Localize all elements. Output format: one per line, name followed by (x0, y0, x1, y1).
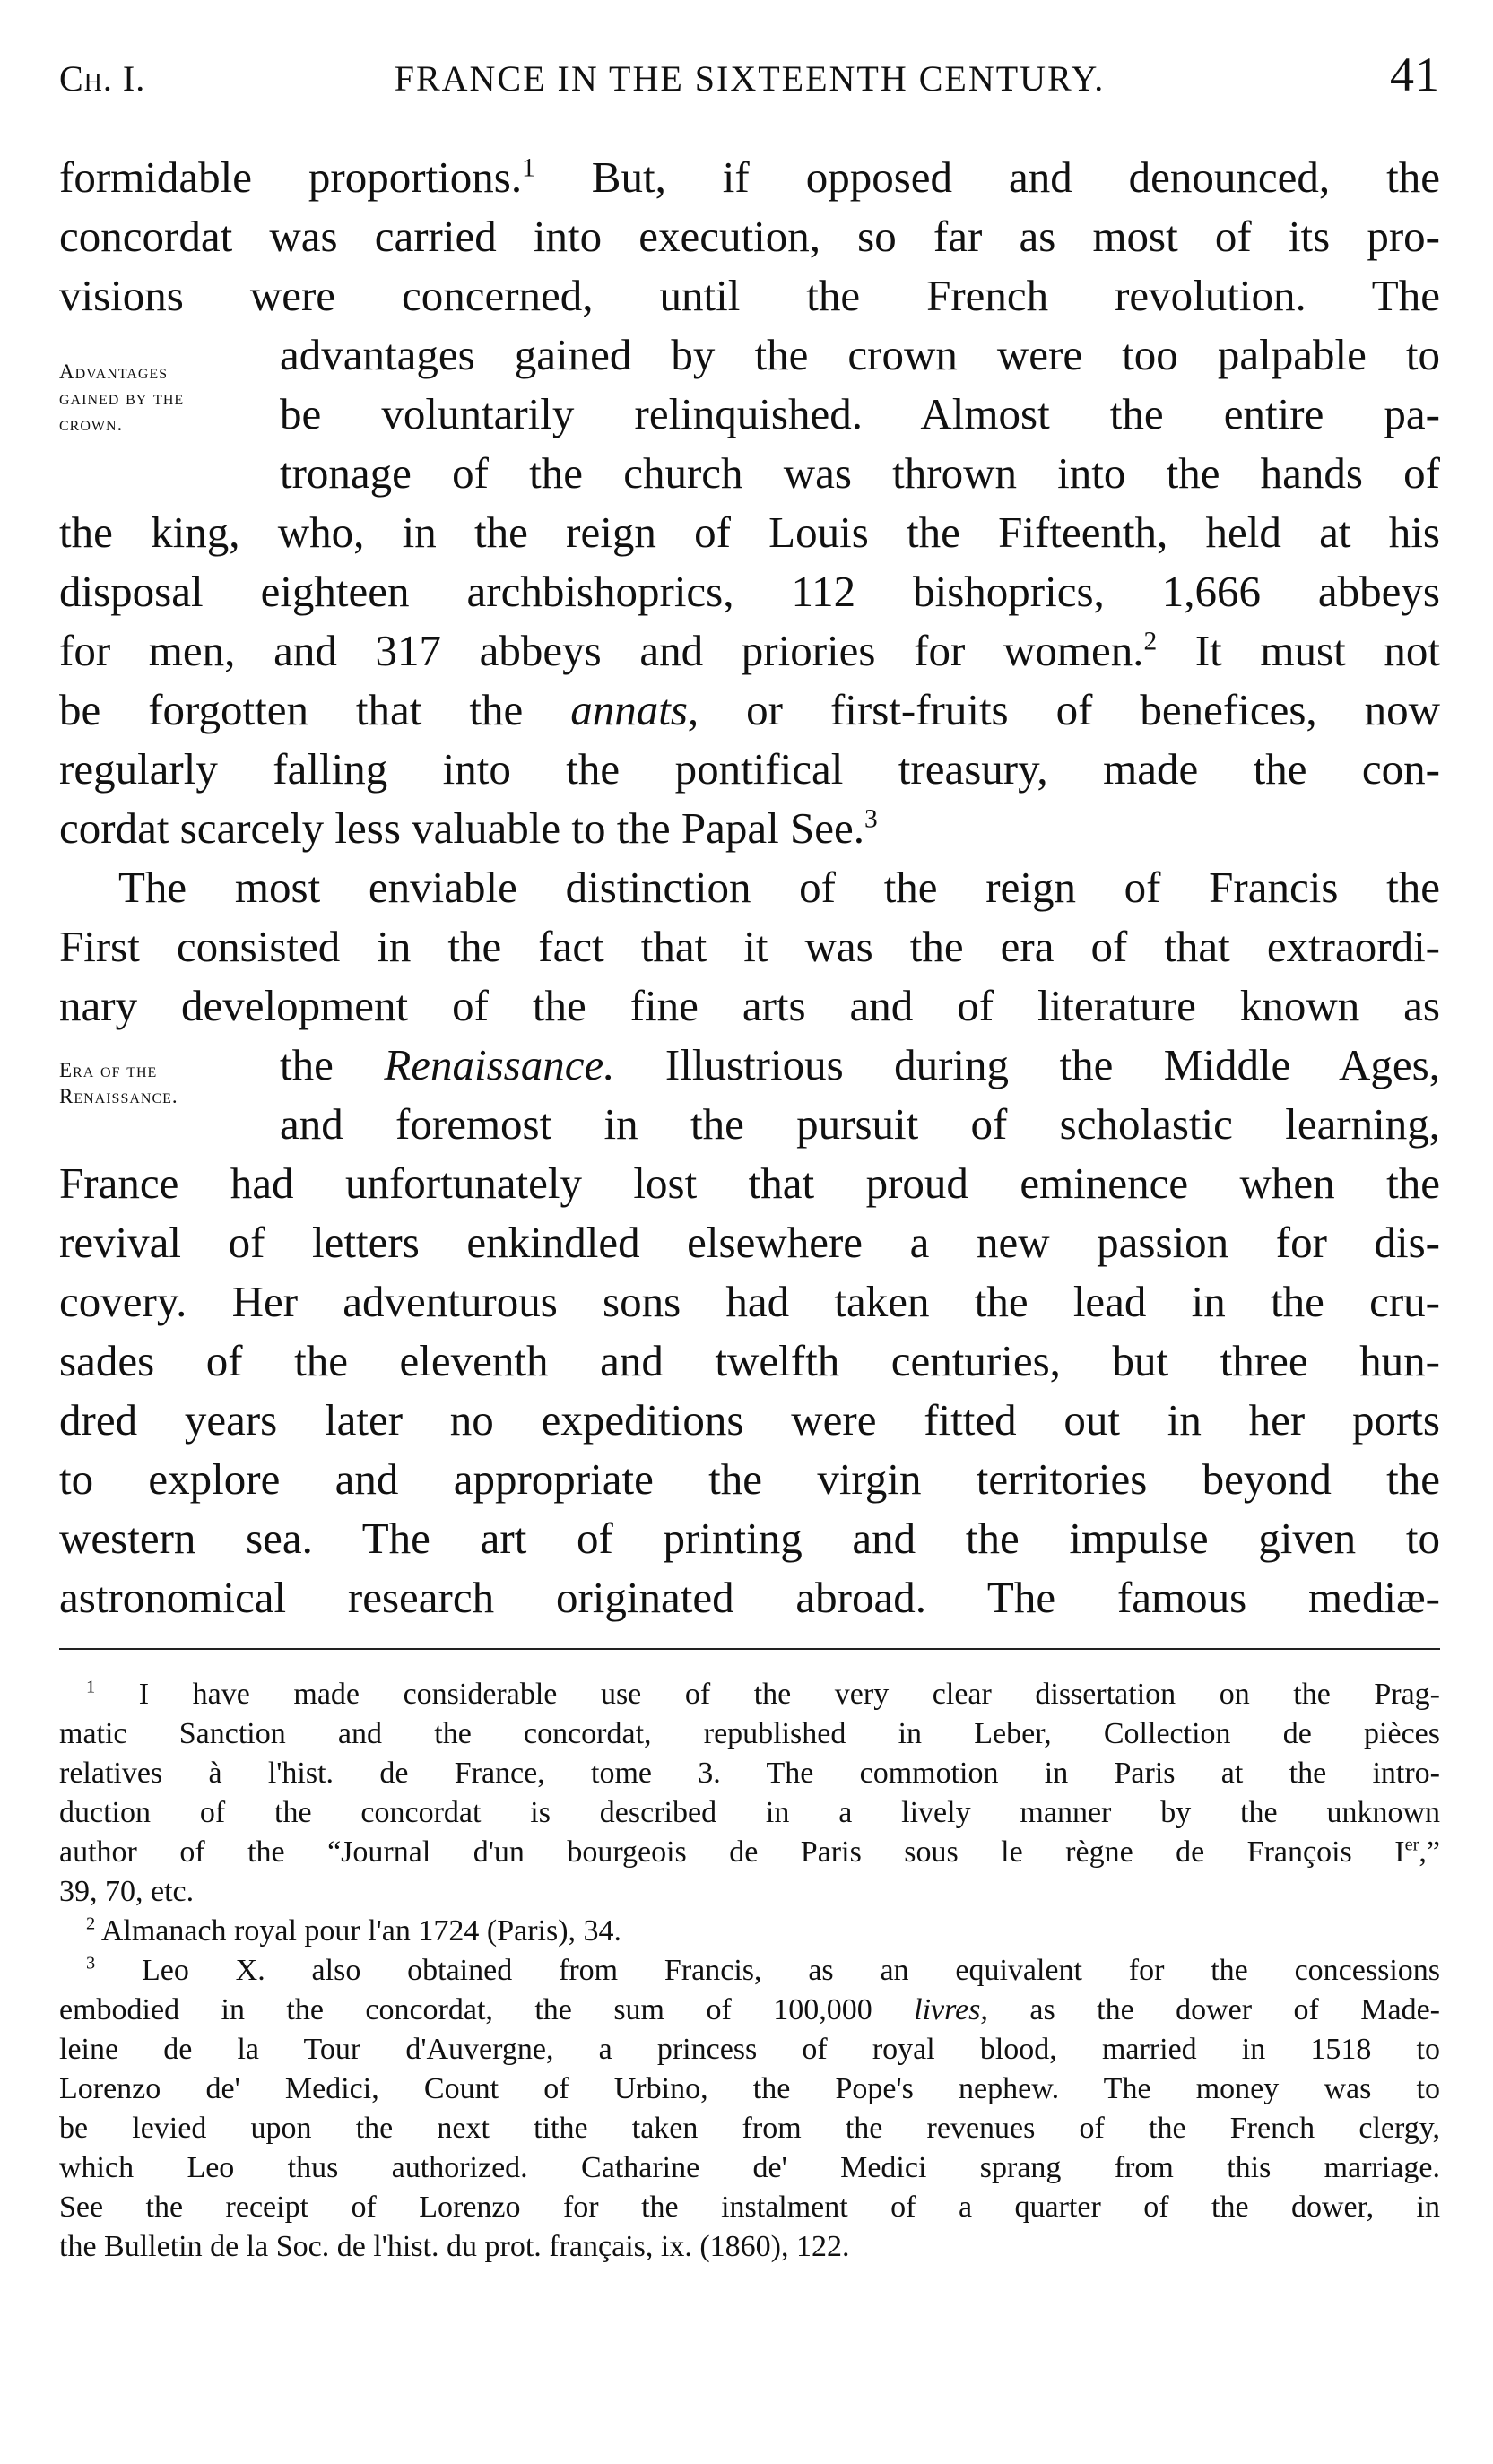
italic-term: livres, (914, 1993, 988, 2026)
text-line (59, 621, 1440, 681)
footnote-line (59, 1833, 1440, 1872)
text-run: for men, and 317 abbeys and priories for women. (59, 626, 1144, 675)
footnotes (59, 1675, 1440, 2267)
text-run: cordat scarcely less valuable to the Papal See. (59, 803, 864, 853)
text-line: visions were concerned, until the French revolution. The (59, 271, 1440, 320)
text-line: to explore and appropriate the virgin territories beyond the (59, 1454, 1440, 1504)
body-text (59, 148, 1440, 1627)
footnote-line (59, 1675, 1440, 1714)
superscript: er (1404, 1835, 1419, 1855)
footnote-line: 39, 70, etc. (59, 1875, 195, 1908)
footnote-line: be levied upon the next tithe taken from the revenues of the French clergy, (59, 2112, 1440, 2145)
text-line: dred years later no expeditions were fitted out in her ports (59, 1395, 1440, 1445)
italic-term: Renaissance. (384, 1040, 615, 1089)
text-run: formidable proportions. (59, 152, 523, 202)
footnote-ref: 1 (522, 153, 535, 183)
chapter-label: Ch. I. (59, 58, 146, 99)
footnote-line: See the receipt of Lorenzo for the instalment of a quarter of the dower, in (59, 2191, 1440, 2224)
text-line: western sea. The art of printing and the impulse given to (59, 1514, 1440, 1563)
footnote-line: which Leo thus authorized. Catharine de' Medici sprang from this marriage. (59, 2151, 1440, 2184)
footnote-line: Lorenzo de' Medici, Count of Urbino, the Pope's nephew. The money was to (59, 2072, 1440, 2105)
text-line: advantages gained by the crown were too palpable to (280, 330, 1440, 379)
footnote-line: duction of the concordat is described in a lively manner by the unknown (59, 1796, 1440, 1829)
footnote-mark: 1 (86, 1677, 96, 1697)
text-run: as the dower of Made- (987, 1993, 1440, 2026)
footnote-line: leine de la Tour d'Auvergne, a princess of royal blood, married in 1518 to (59, 2033, 1440, 2066)
text-line: nary development of the fine arts and of literature known as (59, 981, 1440, 1030)
running-head (59, 47, 1440, 100)
text-run: But, if opposed and denounced, the (534, 152, 1441, 202)
footnote-line (59, 1991, 1440, 2030)
text-line: covery. Her adventurous sons had taken the lead in the cru- (59, 1277, 1440, 1326)
text-line: tronage of the church was thrown into the hands of (280, 448, 1440, 498)
footnote-line: relatives à l'hist. de France, tome 3. The commotion in Paris at the intro- (59, 1757, 1440, 1790)
text-run: or first-fruits of benefices, now (699, 685, 1441, 734)
footnote-line: matic Sanction and the concordat, republished in Leber, Collection de pièces (59, 1717, 1440, 1750)
sidenote-line: Era of the (59, 1059, 158, 1081)
text-run: I have made considerable use of the very clear dissertation on the Prag- (138, 1678, 1440, 1711)
text-line: France had unfortunately lost that proud eminence when the (59, 1158, 1440, 1208)
text-run: Illustrious during the Middle Ages, (614, 1040, 1440, 1089)
text-line (59, 1036, 1440, 1095)
sidenote-line: Renaissance. (59, 1085, 178, 1107)
text-line: disposal eighteen archbishoprics, 112 bishoprics, 1,666 abbeys (59, 567, 1440, 616)
text-line: First consisted in the fact that it was the era of that extraordi- (59, 922, 1440, 971)
footnote-divider (59, 1648, 1440, 1650)
footnote-ref: 2 (1143, 627, 1158, 656)
text-run: the (280, 1040, 385, 1089)
text-line: sades of the eleventh and twelfth centuries, but three hun- (59, 1336, 1440, 1385)
sidenote-line: crown. (59, 412, 124, 435)
running-title: FRANCE IN THE SIXTEENTH CENTURY. (394, 58, 1106, 99)
text-line: the king, who, in the reign of Louis the Fifteenth, held at his (59, 508, 1440, 557)
text-run: author of the “Journal d'un bourgeois de Paris sous le règne de François I (59, 1835, 1405, 1869)
page-number: 41 (1390, 48, 1440, 101)
footnote-mark: 3 (86, 1953, 96, 1974)
footnote-line: the Bulletin de la Soc. de l'hist. du prot. français, ix. (1860), 122. (59, 2230, 850, 2263)
sidenote-line: Advantages (59, 360, 169, 383)
text-line: regularly falling into the pontifical treasury, made the con- (59, 744, 1440, 794)
text-run: embodied in the concordat, the sum of 100,000 (59, 1993, 915, 2026)
italic-term: annats, (570, 685, 699, 734)
footnote-line (59, 1912, 1440, 1951)
text-run: Almanach royal pour l'an 1724 (Paris), 34. (100, 1914, 622, 1948)
text-line: The most enviable distinction of the reign of Francis the (118, 863, 1440, 912)
text-line: be voluntarily relinquished. Almost the entire pa- (280, 389, 1440, 438)
text-run: Leo X. also obtained from Francis, as an equivalent for the concessions (142, 1954, 1440, 1987)
text-line (59, 148, 1440, 207)
sidenote-line: gained by the (59, 386, 185, 409)
text-run: be forgotten that the (59, 685, 571, 734)
footnote-mark: 2 (86, 1913, 96, 1934)
text-line (59, 681, 1440, 740)
text-line: concordat was carried into execution, so far as most of its pro- (59, 212, 1440, 261)
footnote-line (59, 1951, 1440, 1991)
text-line: revival of letters enkindled elsewhere a new passion for dis- (59, 1218, 1440, 1267)
text-run: It must not (1157, 626, 1440, 675)
text-line: astronomical research originated abroad. The famous mediæ- (59, 1573, 1440, 1622)
text-line: and foremost in the pursuit of scholastic learning, (280, 1099, 1440, 1149)
text-line (59, 799, 1440, 858)
text-run: ,” (1419, 1835, 1440, 1869)
footnote-ref: 3 (864, 804, 878, 834)
